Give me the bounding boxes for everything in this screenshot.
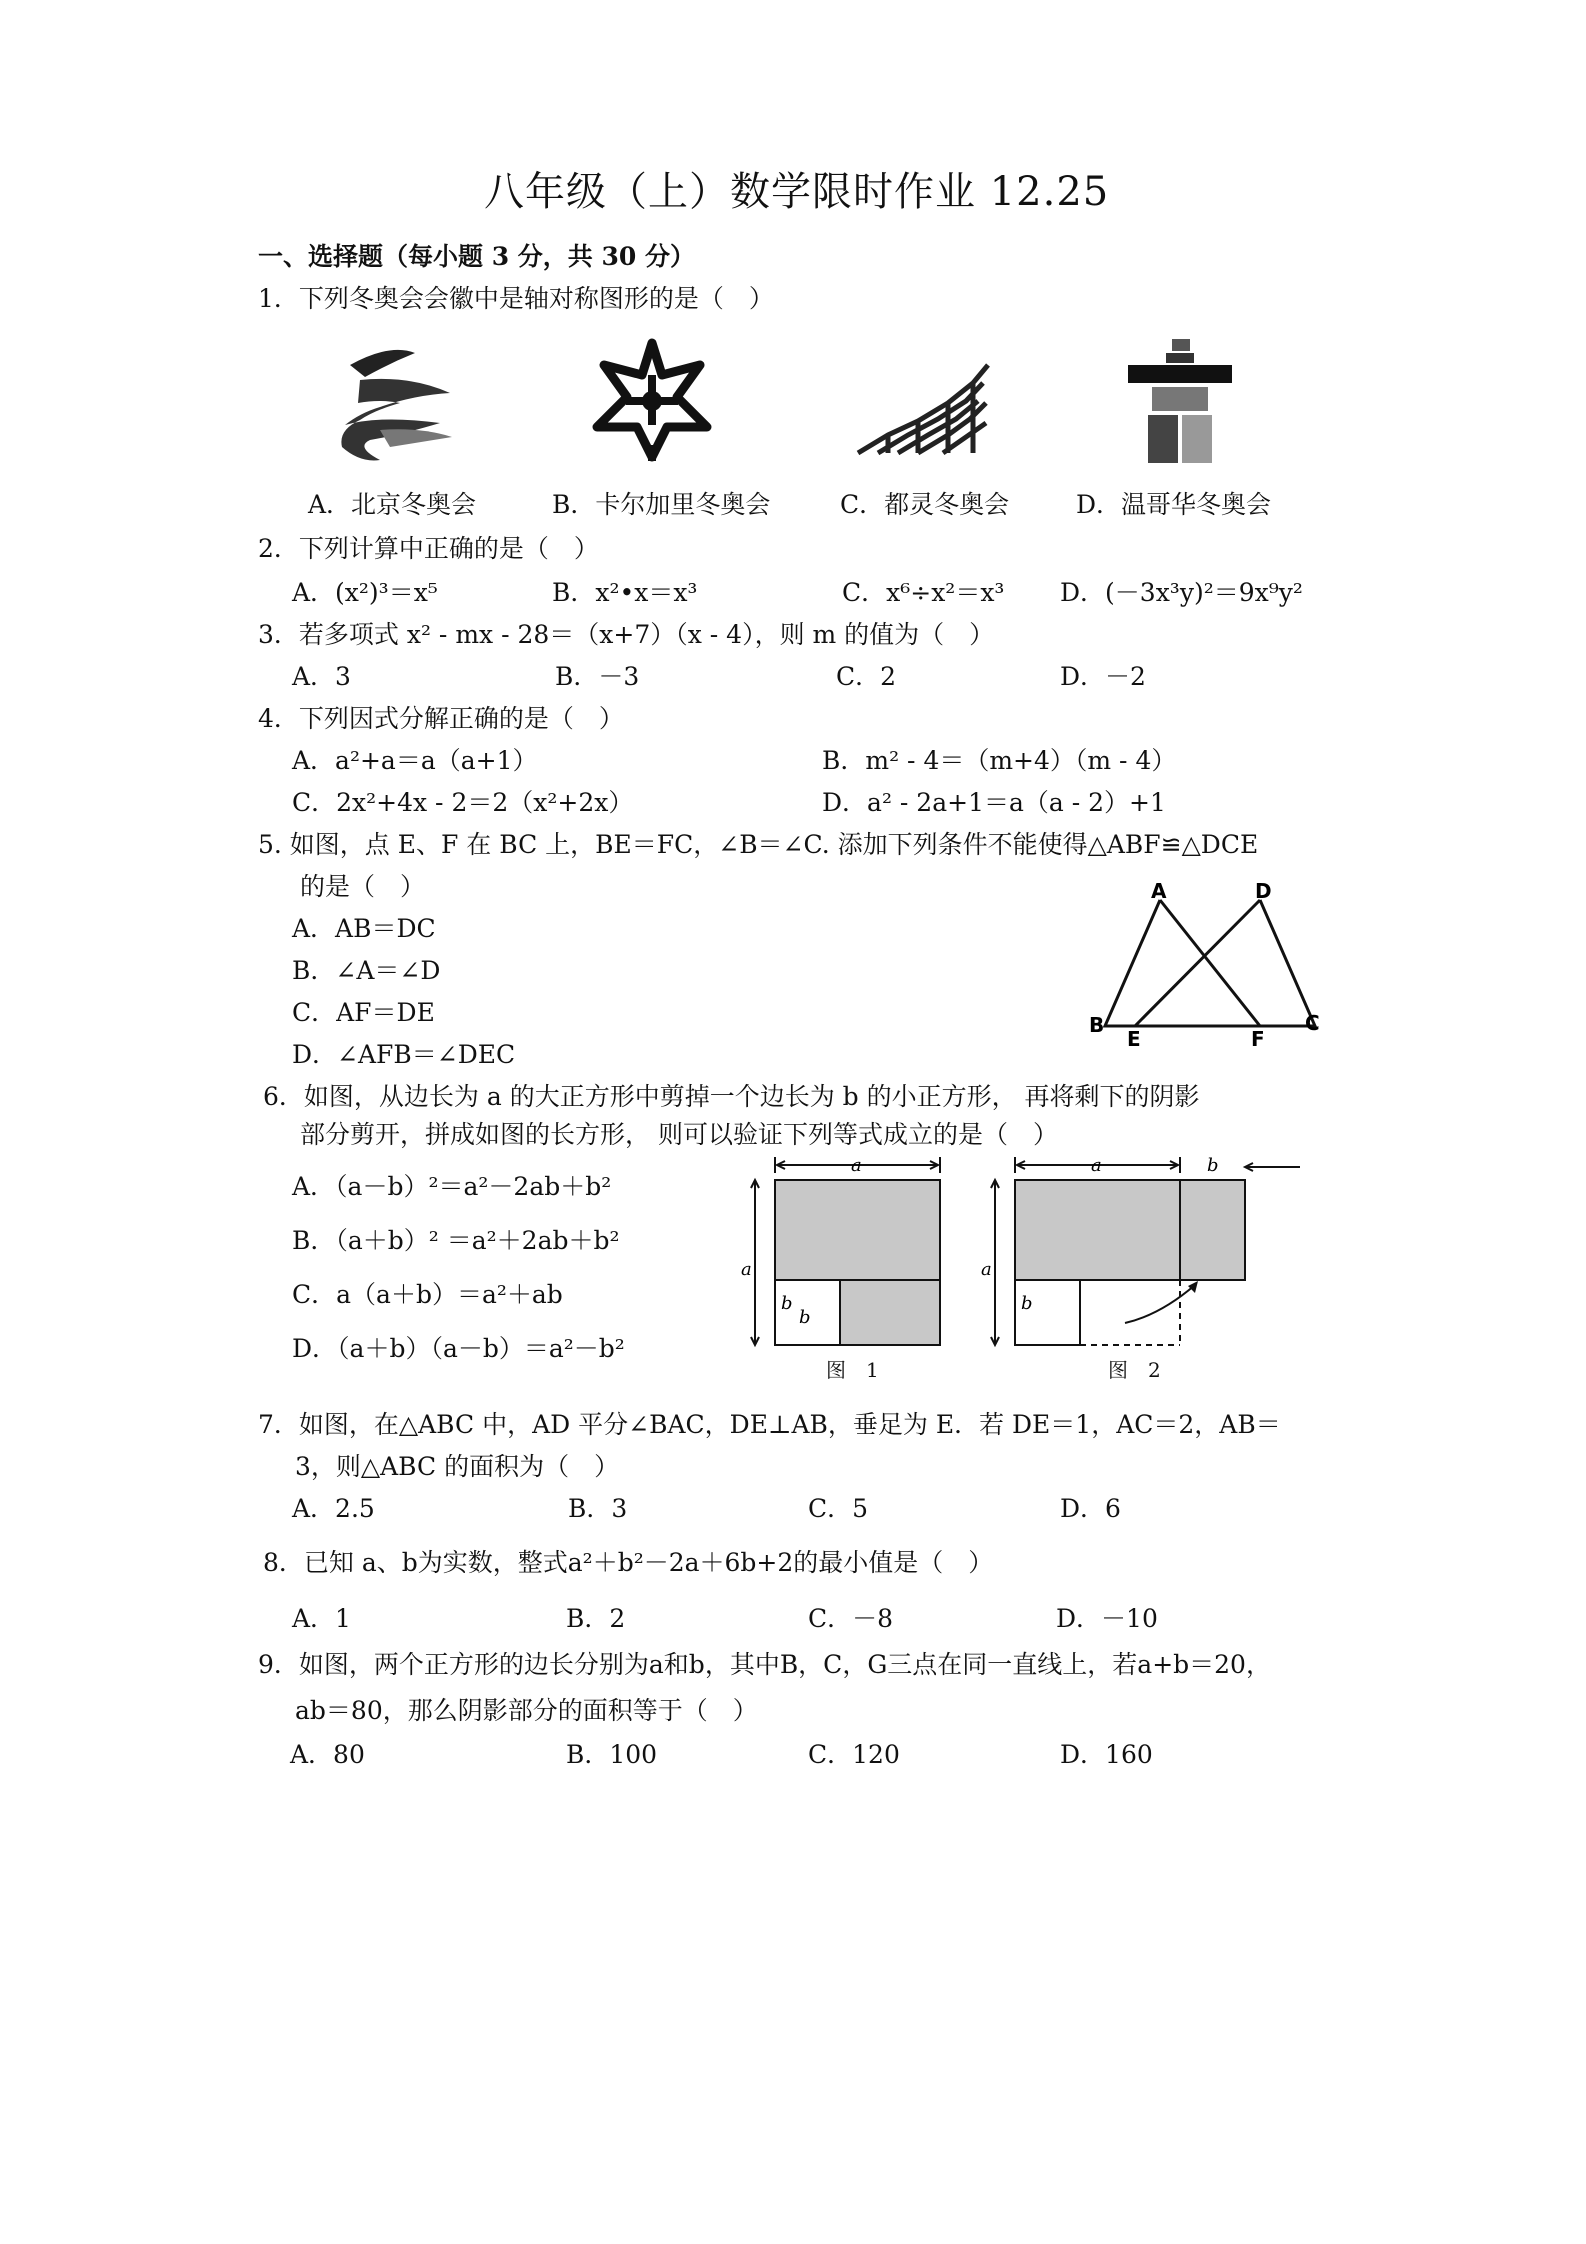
q4-option-b[interactable]: B．m² - 4＝（m+4）（m - 4） bbox=[822, 746, 1177, 775]
q6-figure-2 bbox=[981, 1155, 1305, 1350]
vancouver-logo-icon bbox=[1120, 335, 1240, 470]
q3-option-a[interactable]: A．3 bbox=[292, 662, 351, 691]
q5-stem-line1: 5. 如图，点 E、F 在 BC 上，BE＝FC，∠B＝∠C. 添加下列条件不能使得△ABF≌△DCE bbox=[258, 830, 1259, 859]
q7-option-a[interactable]: A．2.5 bbox=[292, 1494, 375, 1523]
q3-option-d[interactable]: D．－2 bbox=[1060, 662, 1146, 691]
q5-label-d: D bbox=[1255, 879, 1272, 903]
q5-label-b: B bbox=[1089, 1013, 1105, 1037]
q1-stem: 1．下列冬奥会会徽中是轴对称图形的是（ ） bbox=[258, 284, 774, 313]
fig2-label-a-top: a bbox=[1091, 1155, 1102, 1176]
q6-figure-2-caption: 图 2 bbox=[1108, 1358, 1161, 1382]
fig1-label-b-1: b bbox=[781, 1293, 793, 1314]
q5-triangle-figure bbox=[1085, 880, 1335, 1050]
page-title: 八年级（上）数学限时作业 12.25 bbox=[484, 169, 1110, 215]
q2-option-b[interactable]: B．x²•x＝x³ bbox=[552, 578, 698, 607]
fig2-label-b-top: b bbox=[1207, 1155, 1219, 1176]
torino-logo-icon bbox=[848, 355, 998, 465]
q5-option-d[interactable]: D．∠AFB＝∠DEC bbox=[292, 1040, 516, 1069]
q5-option-c[interactable]: C．AF＝DE bbox=[292, 998, 435, 1027]
q9-stem-line2: ab＝80，那么阴影部分的面积等于（ ） bbox=[295, 1696, 758, 1725]
q6-figure-1-caption: 图 1 bbox=[826, 1358, 879, 1382]
q5-label-f: F bbox=[1251, 1027, 1265, 1051]
q3-stem: 3．若多项式 x² - mx - 28＝（x+7）（x - 4），则 m 的值为（ ） bbox=[258, 620, 995, 649]
q3-option-b[interactable]: B．－3 bbox=[555, 662, 640, 691]
q9-option-b[interactable]: B．100 bbox=[566, 1740, 658, 1769]
q7-option-c[interactable]: C．5 bbox=[808, 1494, 869, 1523]
q5-stem-line2: 的是（ ） bbox=[300, 872, 426, 901]
q8-option-b[interactable]: B．2 bbox=[566, 1604, 626, 1633]
q2-option-a[interactable]: A．(x²)³＝x⁵ bbox=[292, 578, 438, 607]
q6-option-b[interactable]: B．（a＋b）² ＝a²＋2ab＋b² bbox=[292, 1226, 620, 1255]
q5-label-e: E bbox=[1127, 1027, 1141, 1051]
q3-option-c[interactable]: C．2 bbox=[836, 662, 897, 691]
q1-option-b[interactable]: B．卡尔加里冬奥会 bbox=[552, 490, 771, 519]
q7-stem-line1: 7．如图，在△ABC 中，AD 平分∠BAC，DE⊥AB，垂足为 E．若 DE＝1，AC＝2，AB＝ bbox=[258, 1410, 1281, 1439]
q1-option-a[interactable]: A．北京冬奥会 bbox=[308, 490, 477, 519]
q8-option-a[interactable]: A．1 bbox=[292, 1604, 351, 1633]
beijing-logo-icon bbox=[320, 335, 470, 475]
q6-option-a[interactable]: A．（a－b）²＝a²－2ab＋b² bbox=[292, 1172, 612, 1201]
q7-option-d[interactable]: D．6 bbox=[1060, 1494, 1121, 1523]
q2-option-c[interactable]: C．x⁶÷x²＝x³ bbox=[842, 578, 1005, 607]
q8-option-c[interactable]: C．－8 bbox=[808, 1604, 894, 1633]
q7-stem-line2: 3，则△ABC 的面积为（ ） bbox=[295, 1452, 620, 1481]
fig1-label-a-top: a bbox=[851, 1155, 862, 1176]
q6-option-c[interactable]: C．a（a＋b）＝a²＋ab bbox=[292, 1280, 563, 1309]
calgary-logo-icon bbox=[582, 335, 722, 465]
q4-option-d[interactable]: D．a² - 2a+1＝a（a - 2）+1 bbox=[822, 788, 1166, 817]
q5-label-c: C bbox=[1305, 1011, 1320, 1035]
q4-option-c[interactable]: C．2x²+4x - 2＝2（x²+2x） bbox=[292, 788, 634, 817]
q8-option-d[interactable]: D．－10 bbox=[1056, 1604, 1158, 1633]
q5-option-a[interactable]: A．AB＝DC bbox=[292, 914, 436, 943]
q9-stem-line1: 9．如图，两个正方形的边长分别为a和b，其中B，C，G三点在同一直线上，若a+b＝20， bbox=[258, 1650, 1271, 1679]
q2-option-d[interactable]: D．(－3x³y)²＝9x⁹y² bbox=[1060, 578, 1303, 607]
q2-stem: 2．下列计算中正确的是（ ） bbox=[258, 534, 599, 563]
q1-option-c[interactable]: C．都灵冬奥会 bbox=[840, 490, 1010, 519]
fig1-label-b-2: b bbox=[799, 1307, 811, 1328]
q7-option-b[interactable]: B．3 bbox=[568, 1494, 628, 1523]
q9-option-a[interactable]: A．80 bbox=[290, 1740, 365, 1769]
fig1-label-a-left: a bbox=[741, 1259, 752, 1280]
q9-option-d[interactable]: D．160 bbox=[1060, 1740, 1153, 1769]
q6-figure-1 bbox=[741, 1155, 945, 1350]
q9-option-c[interactable]: C．120 bbox=[808, 1740, 900, 1769]
q8-stem: 8．已知 a、b为实数，整式a²＋b²－2a＋6b+2的最小值是（ ） bbox=[263, 1548, 994, 1577]
q6-stem-line1: 6．如图，从边长为 a 的大正方形中剪掉一个边长为 b 的小正方形， 再将剩下的阴影 bbox=[263, 1082, 1200, 1111]
fig2-label-a-left: a bbox=[981, 1259, 992, 1280]
q6-stem-line2: 部分剪开，拼成如图的长方形， 则可以验证下列等式成立的是（ ） bbox=[300, 1120, 1058, 1149]
q5-label-a: A bbox=[1151, 879, 1167, 903]
q4-stem: 4．下列因式分解正确的是（ ） bbox=[258, 704, 624, 733]
q5-option-b[interactable]: B．∠A＝∠D bbox=[292, 956, 441, 985]
q1-option-d[interactable]: D．温哥华冬奥会 bbox=[1076, 490, 1272, 519]
fig2-label-b-inner: b bbox=[1021, 1293, 1033, 1314]
q4-option-a[interactable]: A．a²+a＝a（a+1） bbox=[292, 746, 538, 775]
section-heading: 一、选择题（每小题 3 分，共 30 分） bbox=[258, 242, 696, 271]
q6-option-d[interactable]: D．（a＋b）（a－b）＝a²－b² bbox=[292, 1334, 625, 1363]
